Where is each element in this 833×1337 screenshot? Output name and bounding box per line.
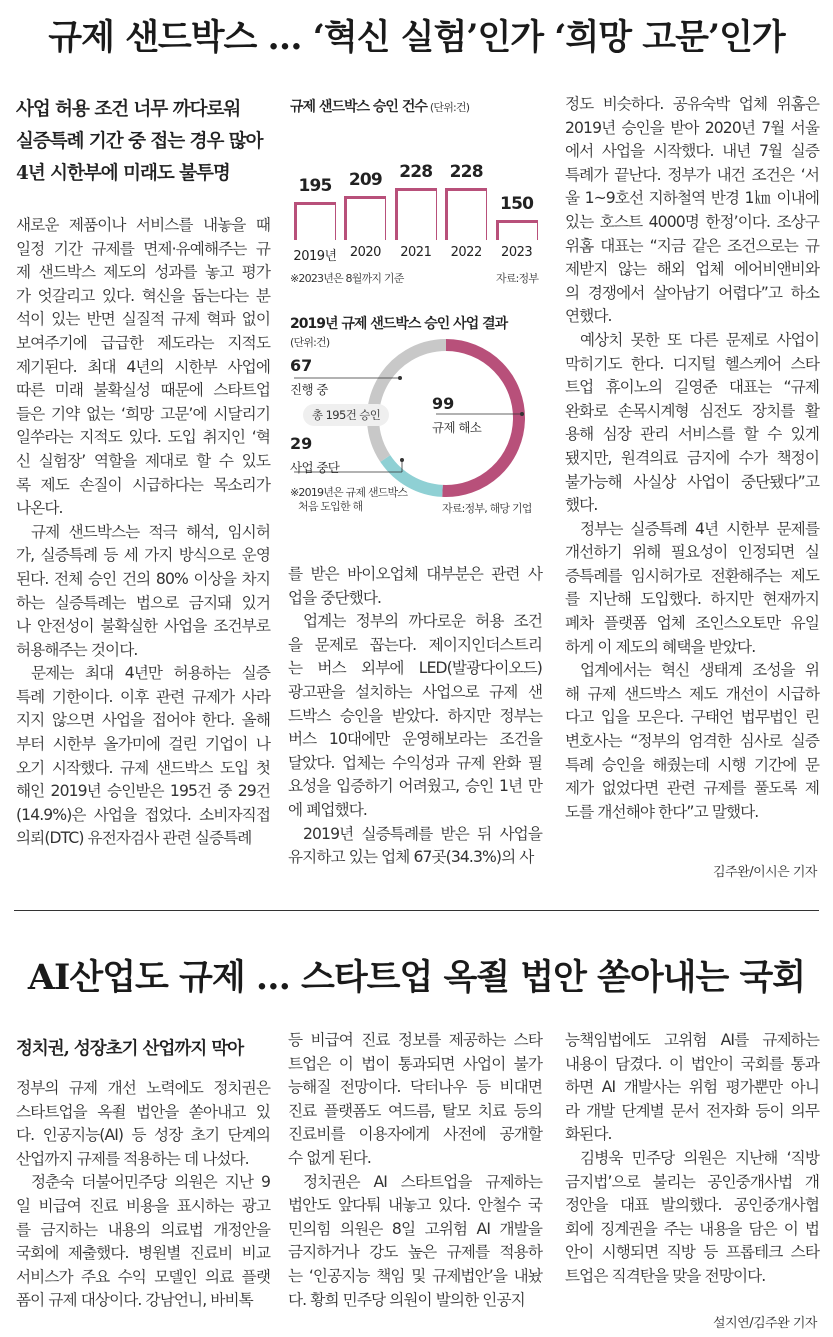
text-line: 드박스 승인을 받았다. 하지만 정부는 [288,706,542,725]
subhead-line: 4년 시한부에 미래도 불투명 [16,163,230,184]
text-line: 다고 입을 모은다. 구태언 법무법인 린 [565,708,819,727]
text-line: 정치권은 AI 스타트업을 규제하는 [303,1172,542,1191]
text-line: 록 제도 손질이 시급하다는 목소리가 [16,475,270,494]
value-stopped: 29 [290,434,313,453]
bar-value-label: 209 [348,170,382,190]
text-line: 제가 없었다면 관련 규제를 풀도록 제 [565,779,819,798]
label-in-progress: 진행 중 [290,382,328,397]
text-line: 특례가 끝난다. 정부가 내건 조건은 ‘서 [565,165,819,184]
text-line: 를 받은 바이오업체 대부분은 관련 사 [288,565,542,583]
text-line: 막히기도 한다. 디지털 헬스케어 스타 [565,354,819,373]
bar-chart-title-text: 규제 샌드박스 승인 건수 [290,99,427,115]
bar-value-label: 150 [500,194,534,214]
text-line: 유지하고 있는 업체 67곳(34.3%)의 사 [288,848,534,867]
text-line: 개선하기 위해 필요성이 인정되면 실 [565,543,819,562]
bar-2022 [445,188,487,240]
text-line: 정춘숙 더불어민주당 의원은 지난 9 [31,1173,270,1192]
text-line: 진료 플랫폼도 여드름, 탈모 치료 등의 [288,1101,542,1120]
bar-value-label: 228 [449,162,483,182]
value-in-progress: 67 [290,356,313,375]
text-line: 업을 중단했다. [288,588,382,607]
text-line: 위홈 대표는 “지금 같은 조건으로는 규 [565,236,819,255]
text-line: 을 문제로 꼽는다. 제이지인더스트리 [288,635,542,654]
text-line: 회에 징계권을 주는 내용을 담은 이 법 [565,1219,819,1238]
bar-category-label: 2023 [501,245,533,260]
text-line: 해 규제 샌드박스 제도 개선이 시급하 [565,684,819,703]
text-line: 트업은 직격탄을 맞을 전망이다. [565,1266,766,1285]
text-line: 불가능해 사실상 사업이 중단됐다”고 [565,472,819,491]
bar-value-label: 228 [399,162,433,182]
text-line: 지지 않으면 사업을 접어야 한다. 올해 [16,711,270,730]
text-line: 부터 시한부 올가미에 걸린 기업이 나 [16,735,270,754]
donut-center-label: 총 195건 승인 [303,404,389,426]
bar-category-label: 2019년 [293,249,337,264]
text-line: 등 비급여 진료 정보를 제공하는 스타 [288,1031,542,1049]
bar-chart-title [290,96,469,116]
article2-column-2 [288,1029,542,1312]
text-line: 따른 미래 불확실성 때문에 스타트업 [16,381,270,400]
text-line: 업계는 정부의 까다로운 허용 조건 [303,612,542,631]
text-line: 예상치 못한 또 다른 문제로 사업이 [580,330,819,349]
text-line: 된다. 전체 승인 건의 80% 이상을 차지 [16,569,270,588]
text-line: 에 폐업했다. [288,800,367,819]
text-line: 광고판을 설치하는 사업으로 규제 샌 [288,682,542,701]
text-line: 허용해주는 것이다. [16,640,138,659]
text-line: 금지하거나 강도 높은 규제를 적용하 [288,1243,542,1262]
text-line: 산업까지 규제를 적용하는 데 나섰다. [16,1149,249,1168]
bar-2021 [395,188,437,240]
text-line: 하는 실증특례는 법으로 금지돼 있거 [16,593,270,612]
text-line: 됐지만, 원격의료 금지에 수가 책정이 [565,448,819,467]
bar-value-label: 195 [298,176,332,196]
text-line: 정부의 규제 개선 노력에도 정치권은 [16,1079,270,1097]
text-line: 하게 이 제도의 혜택을 받았다. [565,637,756,656]
donut-source: 자료:정부, 해당 기업 [442,502,532,515]
text-line: 가 엇갈리고 있다. 혁신을 돕는다는 분 [16,286,270,305]
section-divider [14,910,819,911]
bar-chart-unit: (단위:건) [429,101,470,114]
text-line: 특례 승인을 해줬는데 시행 기간에 문 [565,755,819,774]
donut-note [290,486,407,514]
donut-note-line: ※2019년은 규제 샌드박스 [290,486,408,499]
text-line: 김병욱 민주당 의원은 지난해 ‘직방 [580,1148,819,1167]
donut-chart-unit: (단위:건) [290,336,330,349]
text-line: 금지법’으로 불리는 공인중개사법 개 [565,1172,819,1191]
text-line: 제받지 않는 해외 업체 에어비앤비와 [565,260,819,279]
text-line: 정안을 대표 발의했다. 공인중개사협 [565,1196,819,1215]
article1-column-2 [288,563,542,870]
text-line: 제기된다. 최대 4년의 시한부 사업에 [16,357,270,376]
text-line: (14.9%)은 사업을 접었다. 소비자직접 [16,805,270,824]
bar-plot-area [290,130,542,264]
article2-column-1 [16,1077,270,1313]
text-line: 신 실험장’ 역할을 제대로 할 수 있도 [16,451,270,470]
article1-headline: 규제 샌드박스 … ‘혁신 실험’인가 ‘희망 고문’인가 [48,17,785,58]
text-line: 를 금지하는 내용의 의료법 개정안을 [16,1220,270,1239]
text-line: 진료비를 이용자에게 사전에 공개할 [288,1125,542,1144]
text-line: 특례 기한이다. 이후 관련 규제가 사라 [16,687,270,706]
text-line: 나 안전성이 불확실한 사업을 조건부로 [16,617,270,636]
text-line: 안이 시행되면 직방 등 프롭테크 스타 [565,1243,819,1262]
text-line: 하면 AI 개발사는 위험 평가뿐만 아니 [565,1078,819,1097]
text-line: 일정 기간 규제를 면제·유예해주는 규 [16,239,270,258]
text-line: 트업은 이 법이 통과되면 사업이 불가 [288,1054,542,1073]
text-line: 에서 사업을 시작했다. 내년 7월 실증 [565,142,819,161]
article2-headline: AI산업도 규제 … 스타트업 옥죌 법안 쏟아내는 국회 [27,957,806,998]
text-line: 가, 실증특례 등 세 가지 방식으로 운영 [16,546,270,565]
text-line: 변호사는 “정부의 엄격한 심사로 실증 [565,732,819,751]
text-line: 나온다. [16,499,63,518]
text-line: 일쑤라는 지적도 있다. 도입 취지인 ‘혁 [16,428,270,447]
text-line: 문제는 최대 4년만 허용하는 실증 [31,664,270,683]
text-line: 수 없게 된다. [288,1148,371,1167]
text-line: 내용이 담겼다. 이 법안이 국회를 통과 [565,1054,819,1073]
text-line: 다. 인공지능(AI) 등 성장 초기 단계의 [16,1126,270,1145]
text-line: 능해질 전망이다. 닥터나우 등 비대면 [288,1078,542,1097]
text-line: 완화로 손목시계형 심전도 장치를 활 [565,401,819,420]
text-line: 정도 비슷하다. 공유숙박 업체 위홈은 [565,95,819,113]
text-line: 능책임법에도 고위험 AI를 규제하는 [565,1031,819,1049]
text-line: 보여주기에 급급한 제도라는 지적도 [16,333,270,352]
text-line: 민의힘 의원은 8일 고위험 AI 개발을 [288,1219,542,1238]
text-line: 는 버스 외부에 LED(발광다이오드) [288,659,542,678]
bar-category-label: 2022 [450,245,482,260]
text-line: 의뢰(DTC) 유전자검사 관련 실증특례 [16,829,252,848]
leader-dot-resolved [520,412,524,416]
text-line: 라 개발 단계별 문서 전자화 등이 의무 [565,1101,819,1120]
bar-2020 [344,196,386,240]
article1-column-3 [565,93,819,824]
text-line: 도를 개선해야 한다”고 말했다. [565,802,759,821]
text-line: 2019년 실증특례를 받은 뒤 사업을 [303,824,542,843]
bar-category-label: 2021 [400,245,432,260]
text-line: 요성을 입증하기 어려웠고, 승인 1년 만 [288,777,542,796]
text-line: 버스 10대에만 운영해보라는 조건을 [288,730,542,749]
text-line: 연했다. [565,307,612,326]
text-line: 다. 황희 민주당 의원이 발의한 인공지 [288,1290,525,1309]
text-line: 들은 기약 없는 ‘희망 고문’에 시달리기 [16,404,270,423]
donut-chart-title: 2019년 규제 샌드박스 승인 사업 결과 [290,316,508,332]
article2-subhead: 정치권, 성장초기 산업까지 막아 [16,1039,244,1059]
leader-dot-in-progress [398,376,402,380]
text-line: 를 지난해 도입했다. 하지만 현재까지 [565,590,819,609]
text-line: 규제 샌드박스는 적극 해석, 임시허 [31,522,270,541]
text-line: 울 1~9호선 지하철역 반경 1㎞ 이내에 [565,189,819,208]
subhead-line: 사업 허용 조건 너무 까다로워 [16,99,241,120]
text-line: 있는 호스트 4000명 한정’이다. 조상구 [565,212,819,231]
text-line: 의 경쟁에서 살아남기 어렵다”고 하소 [565,283,819,302]
text-line: 용해 심장 관리 서비스를 할 수 있게 [565,425,819,444]
text-line: 해인 2019년 승인받은 195건 중 29건 [16,782,270,801]
article1-subhead [16,94,263,190]
text-line: 폐차 플랫폼 업체 조인스오토만 유일 [565,614,819,633]
label-stopped: 사업 중단 [290,460,340,475]
text-line: 일 비급여 진료 비용을 표시하는 광고 [16,1196,270,1215]
text-line: 는 ‘인공지능 책임 및 규제법안’을 내놨 [288,1266,542,1285]
text-line: 화된다. [565,1125,612,1144]
label-resolved: 규제 해소 [432,420,482,435]
text-line: 업계에서는 혁신 생태계 조성을 위 [580,661,819,680]
text-line: 국회에 제출했다. 병원별 진료비 비교 [16,1244,270,1263]
text-line: 폼이 규제 대상이다. 강남언니, 바비톡 [16,1291,253,1310]
text-line: 제 샌드박스 제도의 성과를 놓고 평가 [16,263,270,282]
article2-byline: 설지연/김주완 기자 [713,1316,817,1331]
bar-category-label: 2020 [349,245,381,260]
bar-2023 [496,220,538,240]
article2-column-3 [565,1029,819,1289]
text-line: 오기 시작했다. 규제 샌드박스 도입 첫 [16,758,270,777]
article1-byline: 김주완/이시은 기자 [713,865,817,880]
text-line: 법안도 앞다퉈 내놓고 있다. 안철수 국 [288,1196,542,1215]
donut-note-line: 처음 도입한 해 [298,500,363,513]
bar-2019년 [294,202,336,240]
text-line: 했다. [565,496,598,515]
bar-chart-source: 자료:정부 [496,272,539,285]
subhead-line: 실증특례 기간 중 접는 경우 많아 [16,131,263,152]
text-line: 정부는 실증특례 4년 시한부 문제를 [580,519,819,538]
text-line: 달았다. 업체는 수익성과 규제 완화 필 [288,753,542,772]
value-resolved: 99 [432,394,455,413]
text-line: 트업 휴이노의 길영준 대표는 “규제 [565,378,819,397]
text-line: 2019년 승인을 받아 2020년 7월 서울 [565,118,819,137]
text-line: 서비스가 주요 수익 모델인 의료 플랫 [16,1267,270,1286]
text-line: 스타트업을 옥죌 법안을 쏟아내고 있 [16,1102,270,1121]
text-line: 석이 있는 반면 실질적 규제 혁파 없이 [16,310,270,329]
text-line: 증특례를 임시허가로 전환해주는 제도 [565,566,819,585]
text-line: 새로운 제품이나 서비스를 내놓을 때 [16,216,270,234]
article1-column-1 [16,214,270,851]
bar-chart-note: ※2023년은 8월까지 기준 [290,272,404,285]
